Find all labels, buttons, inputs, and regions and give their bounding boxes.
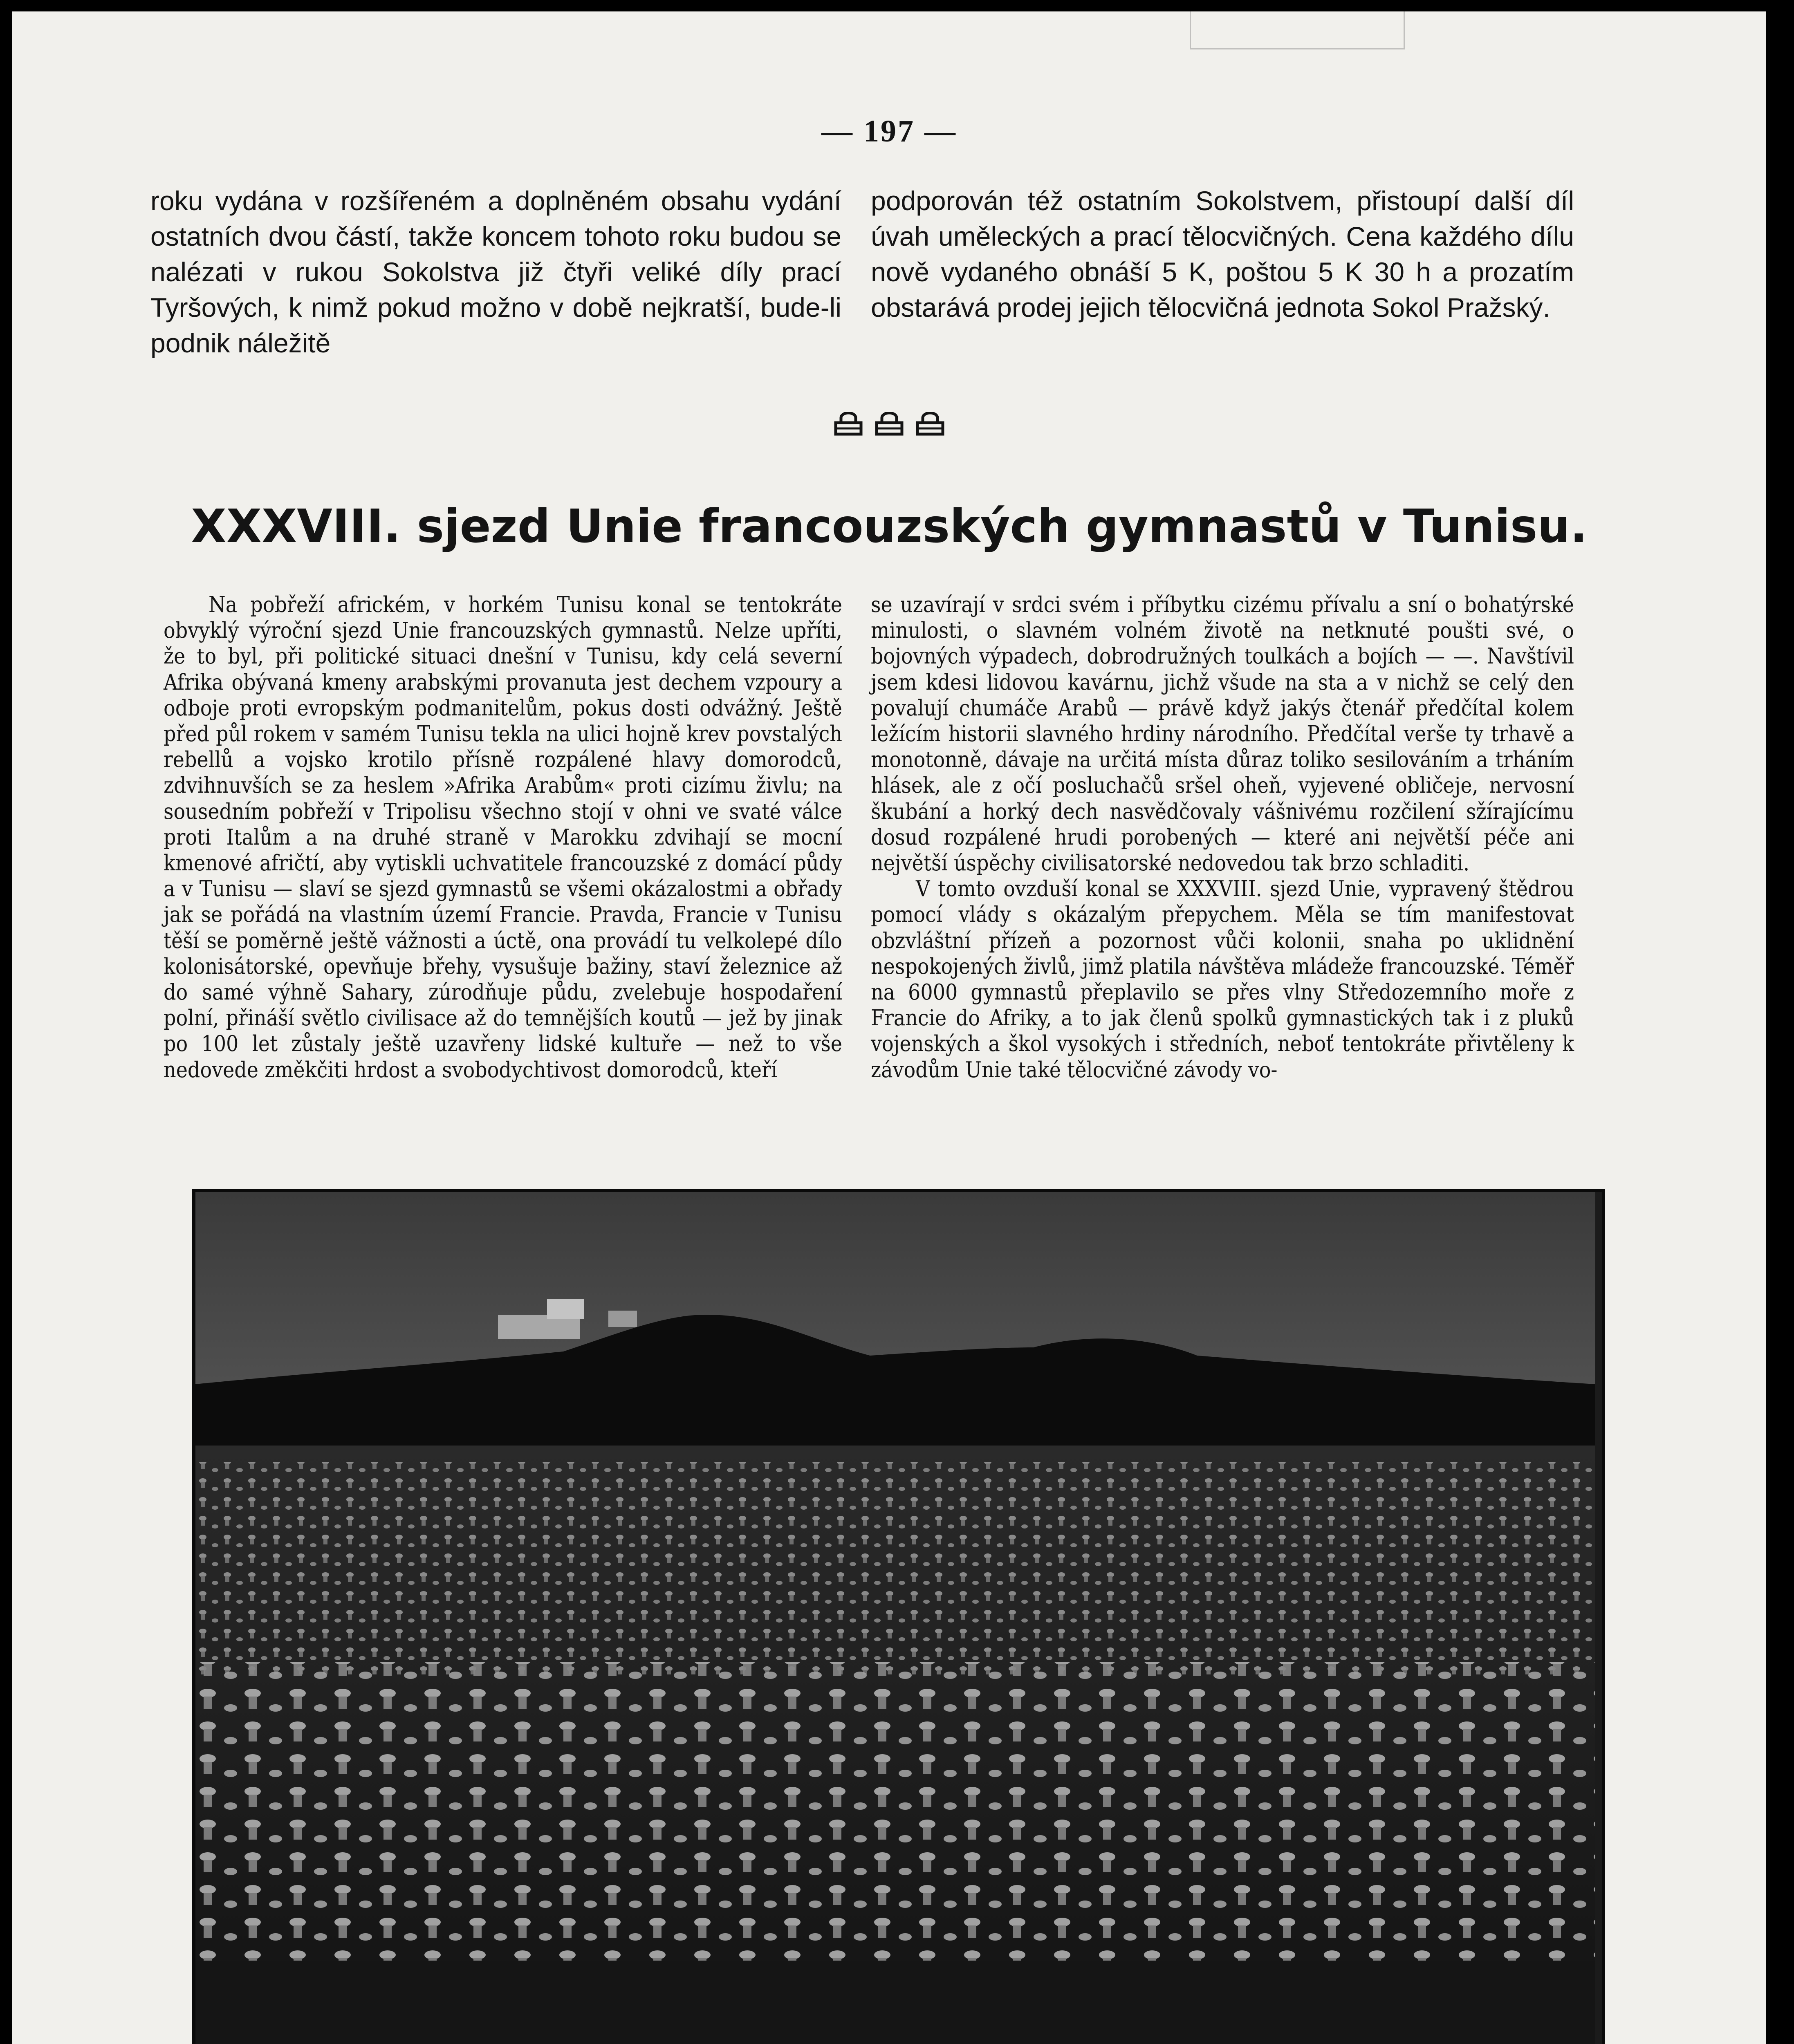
article-title: XXXVIII. sjezd Unie francouzských gymnastů v Tunisu. bbox=[191, 500, 1588, 553]
scan-mark bbox=[1190, 11, 1405, 49]
section-ornament bbox=[12, 412, 1766, 437]
gymnasts-field-photo bbox=[192, 1189, 1605, 2044]
sokol-ornament-icon bbox=[834, 412, 863, 437]
article-right-text-1: se uzavírají v srdci svém i příbytku cizému přívalu a sní o bohatýrské minulosti, o slavném volném životě na netknuté poušti své, o bojovných výpadech, dobrodružných toulkách a bojích — —. Navštívil jsem kdesi lidovou kavárnu, jichž všude na sta a v nichž se celý den povalují chumáče Arabů — právě když jakýs čtenář předčítal kolem ležícím historii slavného hrdiny národního. Předčítal verše ty trhavě a monotonně, dávaje na určitá místa důraz toliko sesilováním a trháním hlásek, ale z očí posluchačů sršel oheň, vyjevené obličeje, nervosní škubání a horký dech nasvědčovaly vášnivému rozčilení sžírajícímu dosud rozpálené hrudi porobených — které ani největší péče ani největší úspěchy civilisatorské nedovedou tak brzo schladiti. bbox=[871, 592, 1574, 876]
article-left-column bbox=[164, 592, 842, 1083]
top-right-paragraph: podporován též ostatním Sokolstvem, přistoupí další díl úvah uměleckých a prací tělocvičných. Cena každého dílu nově vydaného obnáší 5 K, poštou 5 K 30 h a prozatím obstarává prodej jejich tělocvičná jednota Sokol Pražský. bbox=[871, 186, 1574, 323]
page-sheet bbox=[12, 11, 1766, 2044]
top-left-paragraph: roku vydána v rozšířeném a doplněném obsahu vydání ostatních dvou částí, takže koncem tohoto roku budou se nalézati v rukou Sokolstva již čtyři veliké díly prací Tyršových, k nimž pokud možno v době nejkratší, bude-li podnik náležitě bbox=[150, 186, 841, 358]
photo-illustration bbox=[195, 1192, 1595, 2044]
article-right-text-2: V tomto ovzduší konal se XXXVIII. sjezd Unie, vypravený štědrou pomocí vlády s okázalým přepychem. Měla se tím manifestovat obzvláštní přízeň a pozornost vůči kolonii, snaha po uklidnění nespokojených živlů, jimž platila návštěva mládeže francouzské. Téměř na 6000 gymnastů přeplavilo se přes vlny Středozemního moře z Francie do Afriky, a to jak členů spolků gymnastických tak i z pluků vojenských a škol vysokých i středních, neboť tentokráte přivtěleny k závodům Unie také tělocvičné závody vo- bbox=[871, 876, 1574, 1083]
article-right-column bbox=[871, 592, 1574, 1083]
article-left-text: Na pobřeží africkém, v horkém Tunisu konal se tentokráte obvyklý výroční sjezd Unie francouzských gymnastů. Nelze upříti, že to byl, při politické situaci dnešní v Tunisu, kdy celá severní Afrika obývaná kmeny arabskými provanuta jest dechem vzpoury a odboje proti evropským podmanitelům, pokus dosti odvážný. Ještě před půl rokem v samém Tunisu tekla na ulici hojně krev povstalých rebellů a vojsko krotilo přísně rozpálené hlavy domorodců, zdvihnuvších se za heslem »Afrika Arabům« proti cizímu živlu; na sousedním pobřeží v Tripolisu všechno stojí v ohni ve svaté válce proti Italům a na druhé straně v Marokku zdvihají se mocní kmenové afričtí, aby vytiskli uchvatitele francouzské z domácí půdy a v Tunisu — slaví se sjezd gymnastů se všemi okázalostmi a obřady jak se pořádá na vlastním území Francie. Pravda, Francie v Tunisu těší se poměrně ještě vážnosti a úctě, ona provádí tu velkolepé dílo kolonisátorské, opevňuje břehy, vysušuje bažiny, staví železnice až do samé výhně Sahary, zúrodňuje půdu, zvelebuje hospodaření polní, přináší světlo civilisace až do temnějších koutů — jež by jinak po 100 let zůstaly ještě uzavřeny lidské kultuře — než to vše nedovede změkčiti hrdost a svobodychtivost domorodců, kteří bbox=[164, 592, 842, 1083]
page-number: — 197 — bbox=[821, 114, 957, 148]
sokol-ornament-icon bbox=[875, 412, 904, 437]
sokol-ornament-icon bbox=[916, 412, 944, 437]
